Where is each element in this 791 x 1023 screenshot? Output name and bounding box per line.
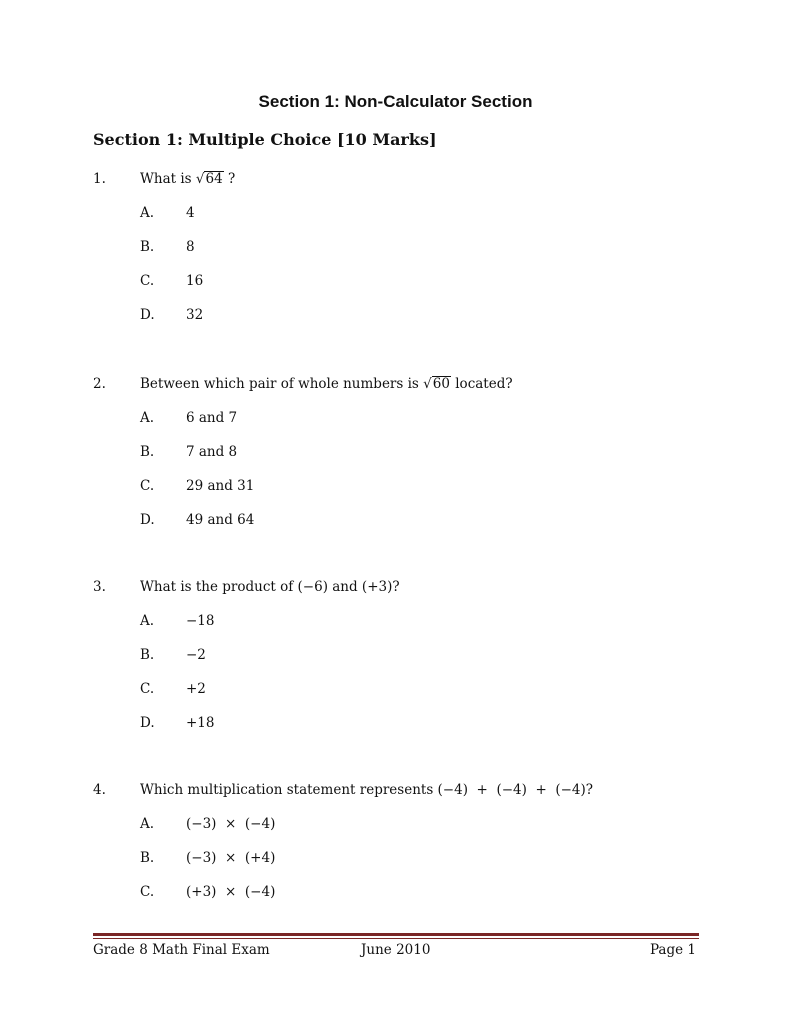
option-letter: D.	[140, 307, 155, 323]
option-letter: B.	[140, 239, 155, 255]
option-value: (+3) × (−4)	[186, 884, 276, 900]
question-text: What is the product of (−6) and (+3)?	[140, 579, 400, 595]
option-letter: D.	[140, 512, 155, 528]
option-value: 7 and 8	[186, 444, 238, 460]
option-letter: B.	[140, 647, 155, 663]
section-heading: Section 1: Multiple Choice [10 Marks]	[93, 130, 437, 149]
question-number: 1.	[93, 171, 106, 187]
option-letter: B.	[140, 444, 155, 460]
option-value: 32	[186, 307, 204, 323]
option-letter: C.	[140, 478, 155, 494]
option-value: +2	[186, 681, 206, 697]
option-letter: C.	[140, 884, 155, 900]
option-value: 49 and 64	[186, 512, 255, 528]
option-value: −18	[186, 613, 215, 629]
question-text: Between which pair of whole numbers is √60 located?	[140, 376, 513, 392]
option-letter: D.	[140, 715, 155, 731]
question-text: Which multiplication statement represents (−4) + (−4) + (−4)?	[140, 782, 594, 798]
footer-divider-thin	[93, 938, 699, 939]
option-letter: A.	[140, 613, 155, 629]
option-value: (−3) × (−4)	[186, 816, 276, 832]
option-value: (−3) × (+4)	[186, 850, 276, 866]
footer-divider	[93, 933, 699, 936]
option-value: 6 and 7	[186, 410, 238, 426]
option-value: +18	[186, 715, 215, 731]
radicand: 60	[432, 376, 450, 392]
option-letter: A.	[140, 205, 155, 221]
option-letter: A.	[140, 410, 155, 426]
question-number: 4.	[93, 782, 106, 798]
option-letter: B.	[140, 850, 155, 866]
option-value: 8	[186, 239, 195, 255]
footer-date: June 2010	[361, 942, 431, 958]
page-title: Section 1: Non-Calculator Section	[258, 92, 533, 111]
option-value: 16	[186, 273, 204, 289]
option-value: −2	[186, 647, 206, 663]
question-number: 2.	[93, 376, 106, 392]
footer-page-number: Page 1	[649, 942, 696, 958]
option-letter: A.	[140, 816, 155, 832]
option-value: 29 and 31	[186, 478, 255, 494]
option-value: 4	[186, 205, 195, 221]
question-text: What is √64 ?	[140, 171, 236, 187]
option-letter: C.	[140, 681, 155, 697]
question-number: 3.	[93, 579, 106, 595]
footer-exam-name: Grade 8 Math Final Exam	[93, 942, 270, 958]
radicand: 64	[205, 171, 223, 187]
option-letter: C.	[140, 273, 155, 289]
